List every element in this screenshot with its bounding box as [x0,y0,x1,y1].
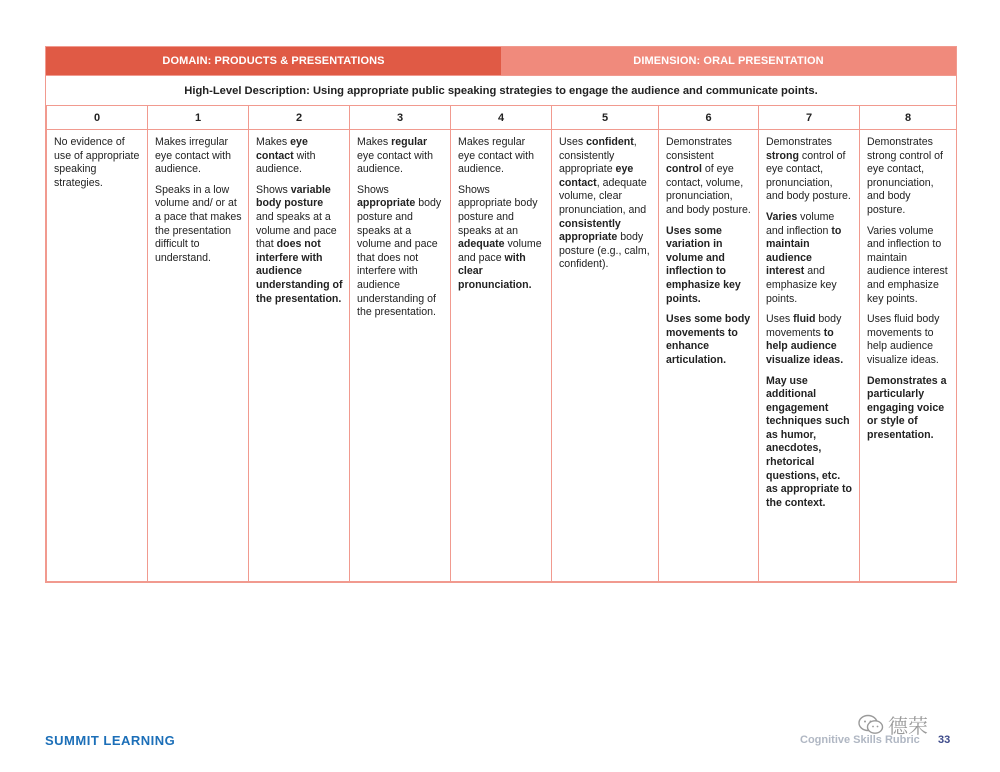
domain-label: DOMAIN: PRODUCTS & PRESENTATIONS [46,47,501,75]
criterion-text: fluid [793,313,816,326]
criterion-text: Shows [256,183,291,196]
criterion-text: May use additional engagement techniques such as humor, anecdotes, rhetorical questions, etc. as appropriate to the context. [766,374,852,509]
criterion-text: Demonstrates [766,136,832,148]
criterion-text: adequate [458,238,505,251]
criterion-text: with clear pronunciation. [458,251,532,291]
criterion-text: regular [391,136,428,148]
criterion-text: eye contact [256,136,308,162]
criterion-paragraph [766,375,853,511]
criterion-paragraph [256,136,343,177]
summit-learning-logo [45,733,175,748]
criterion-text: Uses some body movements to enhance articulation. [666,313,751,366]
criterion-text: Makes irregular eye contact with audience. [155,136,231,176]
footer-title: Cognitive Skills Rubric [800,734,920,746]
level-4-cell [451,130,552,582]
criterion-text: Shows [357,183,389,196]
level-header: 8 [860,106,957,130]
criterion-text: does not interfere with audience understanding of the presentation. [256,238,343,305]
criterion-text: volume and inflection [766,210,835,237]
criterion-paragraph [867,375,950,443]
criterion-text: with audience. [256,149,316,176]
criterion-text: consistently appropriate [559,217,621,244]
level-header: 5 [552,106,659,130]
criterion-paragraph [766,313,853,367]
criterion-text: to help audience visualize ideas. [766,326,844,366]
watermark-text: 德荣 [888,716,928,738]
level-3-cell [350,130,451,582]
criterion-paragraph [666,136,752,218]
criterion-text: , consistently appropriate [559,136,637,176]
criterion-text: body posture (e.g., calm, confident). [559,231,650,271]
level-header: 1 [148,106,249,130]
criterion-text: volume and pace [458,238,542,264]
criterion-paragraph [357,184,444,320]
criterion-text: confident [586,136,634,148]
high-level-description: High-Level Description: Using appropriate public speaking strategies to engage the audience and communicate points. [46,75,956,105]
criterion-text: Demonstrates consistent [666,136,732,162]
level-header: 0 [47,106,148,130]
level-header: 3 [350,106,451,130]
level-header: 7 [759,106,860,130]
criterion-paragraph [666,225,752,307]
criterion-text: Demonstrates a particularly engaging voice or style of presentation. [867,374,947,441]
level-8-cell [860,130,957,582]
level-body-row [47,130,957,582]
criterion-paragraph [766,136,853,204]
criterion-paragraph [559,136,652,272]
criterion-paragraph [357,136,444,177]
criterion-text: Speaks in a low volume and/ or at a pace that makes the presentation difficult to understand. [155,183,242,264]
level-5-cell [552,130,659,582]
criterion-text: to maintain audience interest [766,224,842,278]
criterion-paragraph [458,184,545,293]
criterion-text: variable body posture [256,183,331,210]
criterion-text: appropriate [357,197,416,210]
criterion-paragraph [54,136,141,190]
criterion-paragraph [666,313,752,367]
criterion-paragraph [867,136,950,218]
level-0-cell [47,130,148,582]
criterion-paragraph [155,136,242,177]
wechat-icon [858,714,884,736]
criterion-text: Makes [357,136,392,148]
dimension-label: DIMENSION: ORAL PRESENTATION [501,47,956,75]
level-6-cell [659,130,759,582]
criterion-text: Varies volume and inflection to maintain audience interest and emphasize key points. [867,224,948,305]
criterion-text: and emphasize key points. [766,265,837,305]
level-2-cell [249,130,350,582]
criterion-text: No evidence of use of appropriate speaking strategies. [54,136,140,189]
criterion-text: eye contact [559,163,634,189]
levels-table [46,105,957,582]
criterion-text: Uses [559,136,587,148]
criterion-text: Shows appropriate body posture and speaks at an [458,183,538,237]
level-1-cell [148,130,249,582]
level-7-cell [759,130,860,582]
criterion-text: body movements [766,313,842,339]
criterion-text: eye contact with audience. [357,149,433,176]
criterion-paragraph [458,136,545,177]
level-header: 6 [659,106,759,130]
criterion-text: Uses fluid body movements to help audience visualize ideas. [867,313,940,366]
logo-text: SUMMIT LEARNING [45,733,176,748]
criterion-text: Uses [766,313,794,326]
criterion-text: Makes [256,136,291,148]
watermark [858,710,928,739]
criterion-text: , adequate volume, clear pronunciation, and [559,176,647,216]
domain-bar [46,47,956,75]
level-header: 2 [249,106,350,130]
level-header: 4 [451,106,552,130]
criterion-text: Uses some variation in volume and inflection to emphasize key points. [666,224,741,305]
criterion-text: body posture and speaks at a volume and pace that does not interfere with audience understanding of the presentation. [357,197,442,319]
level-header-row [47,106,957,130]
criterion-paragraph [155,184,242,266]
criterion-paragraph [867,225,950,307]
criterion-text: Makes regular eye contact with audience. [458,136,534,176]
page-number: 33 [938,734,951,746]
criterion-text: and speaks at a volume and pace that [256,210,337,251]
criterion-paragraph [867,313,950,367]
criterion-text: control [666,163,702,176]
criterion-text: strong [766,149,799,162]
criterion-text: control of eye contact, pronunciation, and body posture. [766,149,851,203]
criterion-text: Demonstrates strong control of eye contact, pronunciation, and body posture. [867,136,943,216]
criterion-paragraph [766,211,853,306]
criterion-text: Varies [766,210,798,223]
criterion-text: of eye contact, volume, pronunciation, and body posture. [666,163,751,216]
criterion-paragraph [256,184,343,306]
rubric-table [45,46,957,583]
